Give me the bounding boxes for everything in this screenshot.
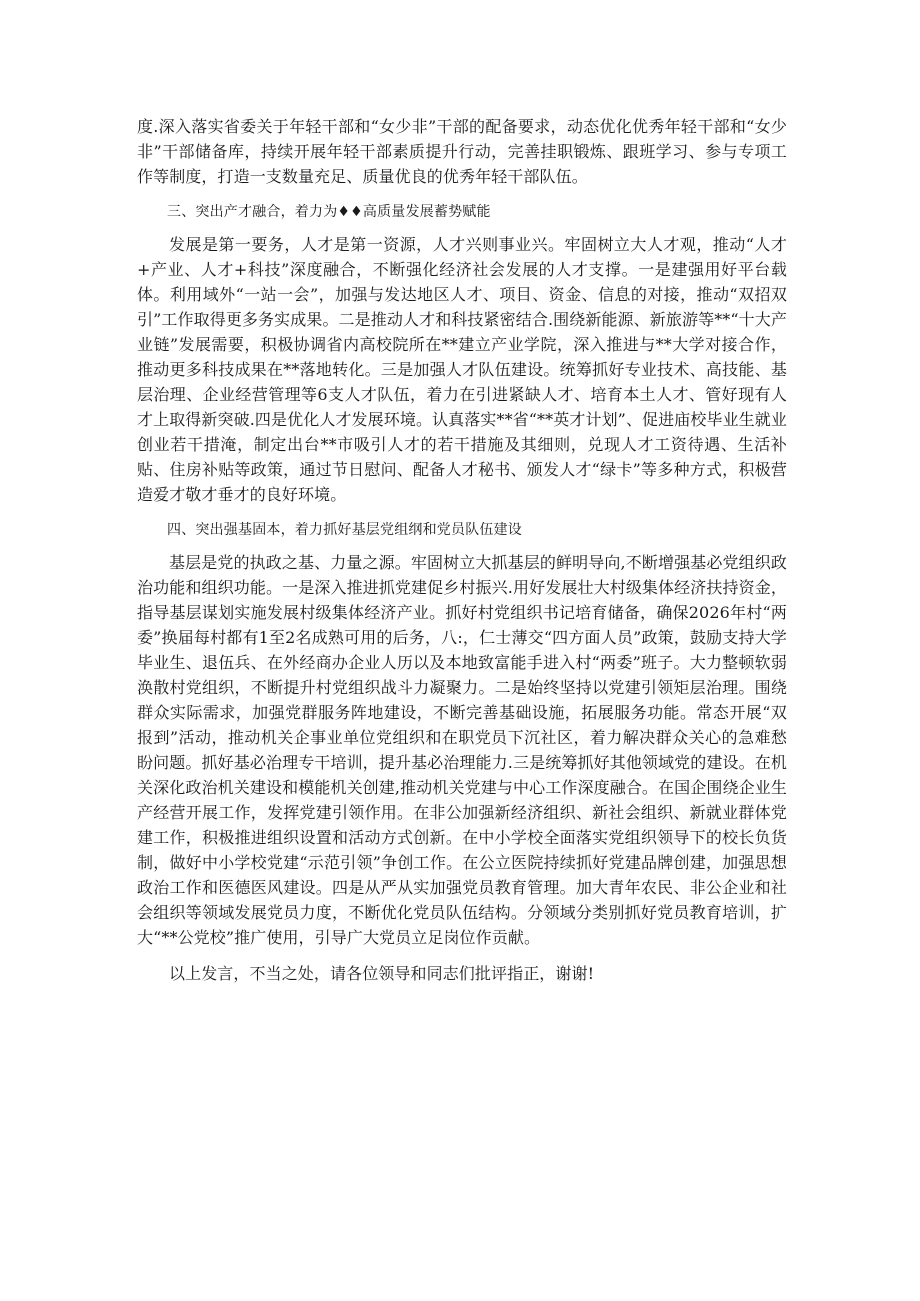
section-3-paragraph: 发展是第一要务，人才是第一资源，人才兴则事业兴。牢固树立大人才观，推动“人才+产业、人才+科技”深度融合，不断强化经济社会发展的人才支撑。一是建强用好平台载体。利用域外“一站一会”，加强与发达地区人才、项目、资金、信息的对接，推动“双招双引”工作取得更多务实成果。二是推动人才和科技紧密结合.围绕新能源、新旅游等**“十大产业链”发展需要，积极协调省内高校院所在**建立产业学院，深入推进与**大学对接合作，推动更多科技成果在**落地转化。三是加强人才队伍建设。统筹抓好专业技术、高技能、基层治理、企业经营管理等6支人才队伍，着力在引进紧缺人才、培育本土人才、管好现有人才上取得新突破.四是优化人才发展环境。认真落实**省“**英才计划”、促进庙校毕业生就业创业若干措淹，制定出台**市吸引人才的若干措施及其细则，兑现人才工资待遇、生活补贴、住房补贴等政策，通过节日慰问、配备人才秘书、颁发人才“绿卡”等多种方式，积极营造爱才敬才垂才的良好环境。 (137, 235, 787, 504)
document-body (137, 114, 787, 986)
spacer (137, 540, 787, 550)
section-4-heading: 四、突出强基固本，着力抓好基层党组纲和党员队伍建设 (167, 522, 522, 538)
section-4-paragraph: 基层是党的执政之基、力量之源。牢固树立大抓基层的鲜明导向,不断增强基必党组织政治功能和组织功能。一是深入推进抓党建促乡村振兴.用好发展壮大村级集体经济扶持资金，指导基层谋划实施发展村级集体经济产业。抓好村党组织书记培育储备，确保2026年村“两委”换届每村都有1至2名成熟可用的后务，八:，仁士薄交“四方面人员”政策，鼓励支持大学毕业生、退伍兵、在外经商办企业人历以及本地致富能手进入村“两委”班子。大力整顿软弱涣散村党组织，不断提升村党组织战斗力凝聚力。二是始终坚持以党建引领矩层治理。围绕群众实际需求，加强党群服务阵地建设，不断完善基础设施，拓展服务功能。常态开展“双报到”活动，推动机关企事业单位党组织和在职党员下沉社区，着力解决群众关心的急难愁盼问题。抓好基必治理专干培训，提升基必治理能力.三是统筹抓好其他领域党的建设。在机关深化政治机关建设和模能机关创建,推动机关党建与中心工作深度融合。在国企围绕企业生产经营开展工作，发挥党建引领作用。在非公加强新经济组织、新社会组织、新就业群体党建工作，积极推进组织设置和活动方式创新。在中小学校全面落实党组织领导下的校长负货制，做好中小学校党建“示范引领”争创工作。在公立医院持续抓好党建品牌创建，加强思想政治工作和医德医风建设。四是从严从实加强党员教育管理。加大青年农民、非公企业和社会组织等领域发展党员力度，不断优化党员队伍结构。分领域分类别抓好党员教育培训，扩大“**公党校”推广使用，引导广大党员立足岗位作贡献。 (137, 553, 787, 947)
spacer (137, 507, 787, 520)
spacer (137, 189, 787, 202)
spacer (137, 222, 787, 232)
closing-paragraph: 以上发言，不当之处，请各位领导和同志们批评指正，谢谢! (169, 964, 595, 983)
spacer (137, 950, 787, 961)
section-3-heading: 三、突出产才融合，着力为♦♦高质量发展蓄势赋能 (167, 204, 491, 220)
intro-paragraph: 度.深入落实省委关于年轻干部和“女少非”干部的配备要求，动态优化优秀年轻干部和“女少非”干部储备库，持续开展年轻干部素质提升行动，完善挂职锻炼、跟班学习、参与专项工作等制度，打造一支数量充足、质量优良的优秀年轻干部队伍。 (137, 117, 787, 186)
